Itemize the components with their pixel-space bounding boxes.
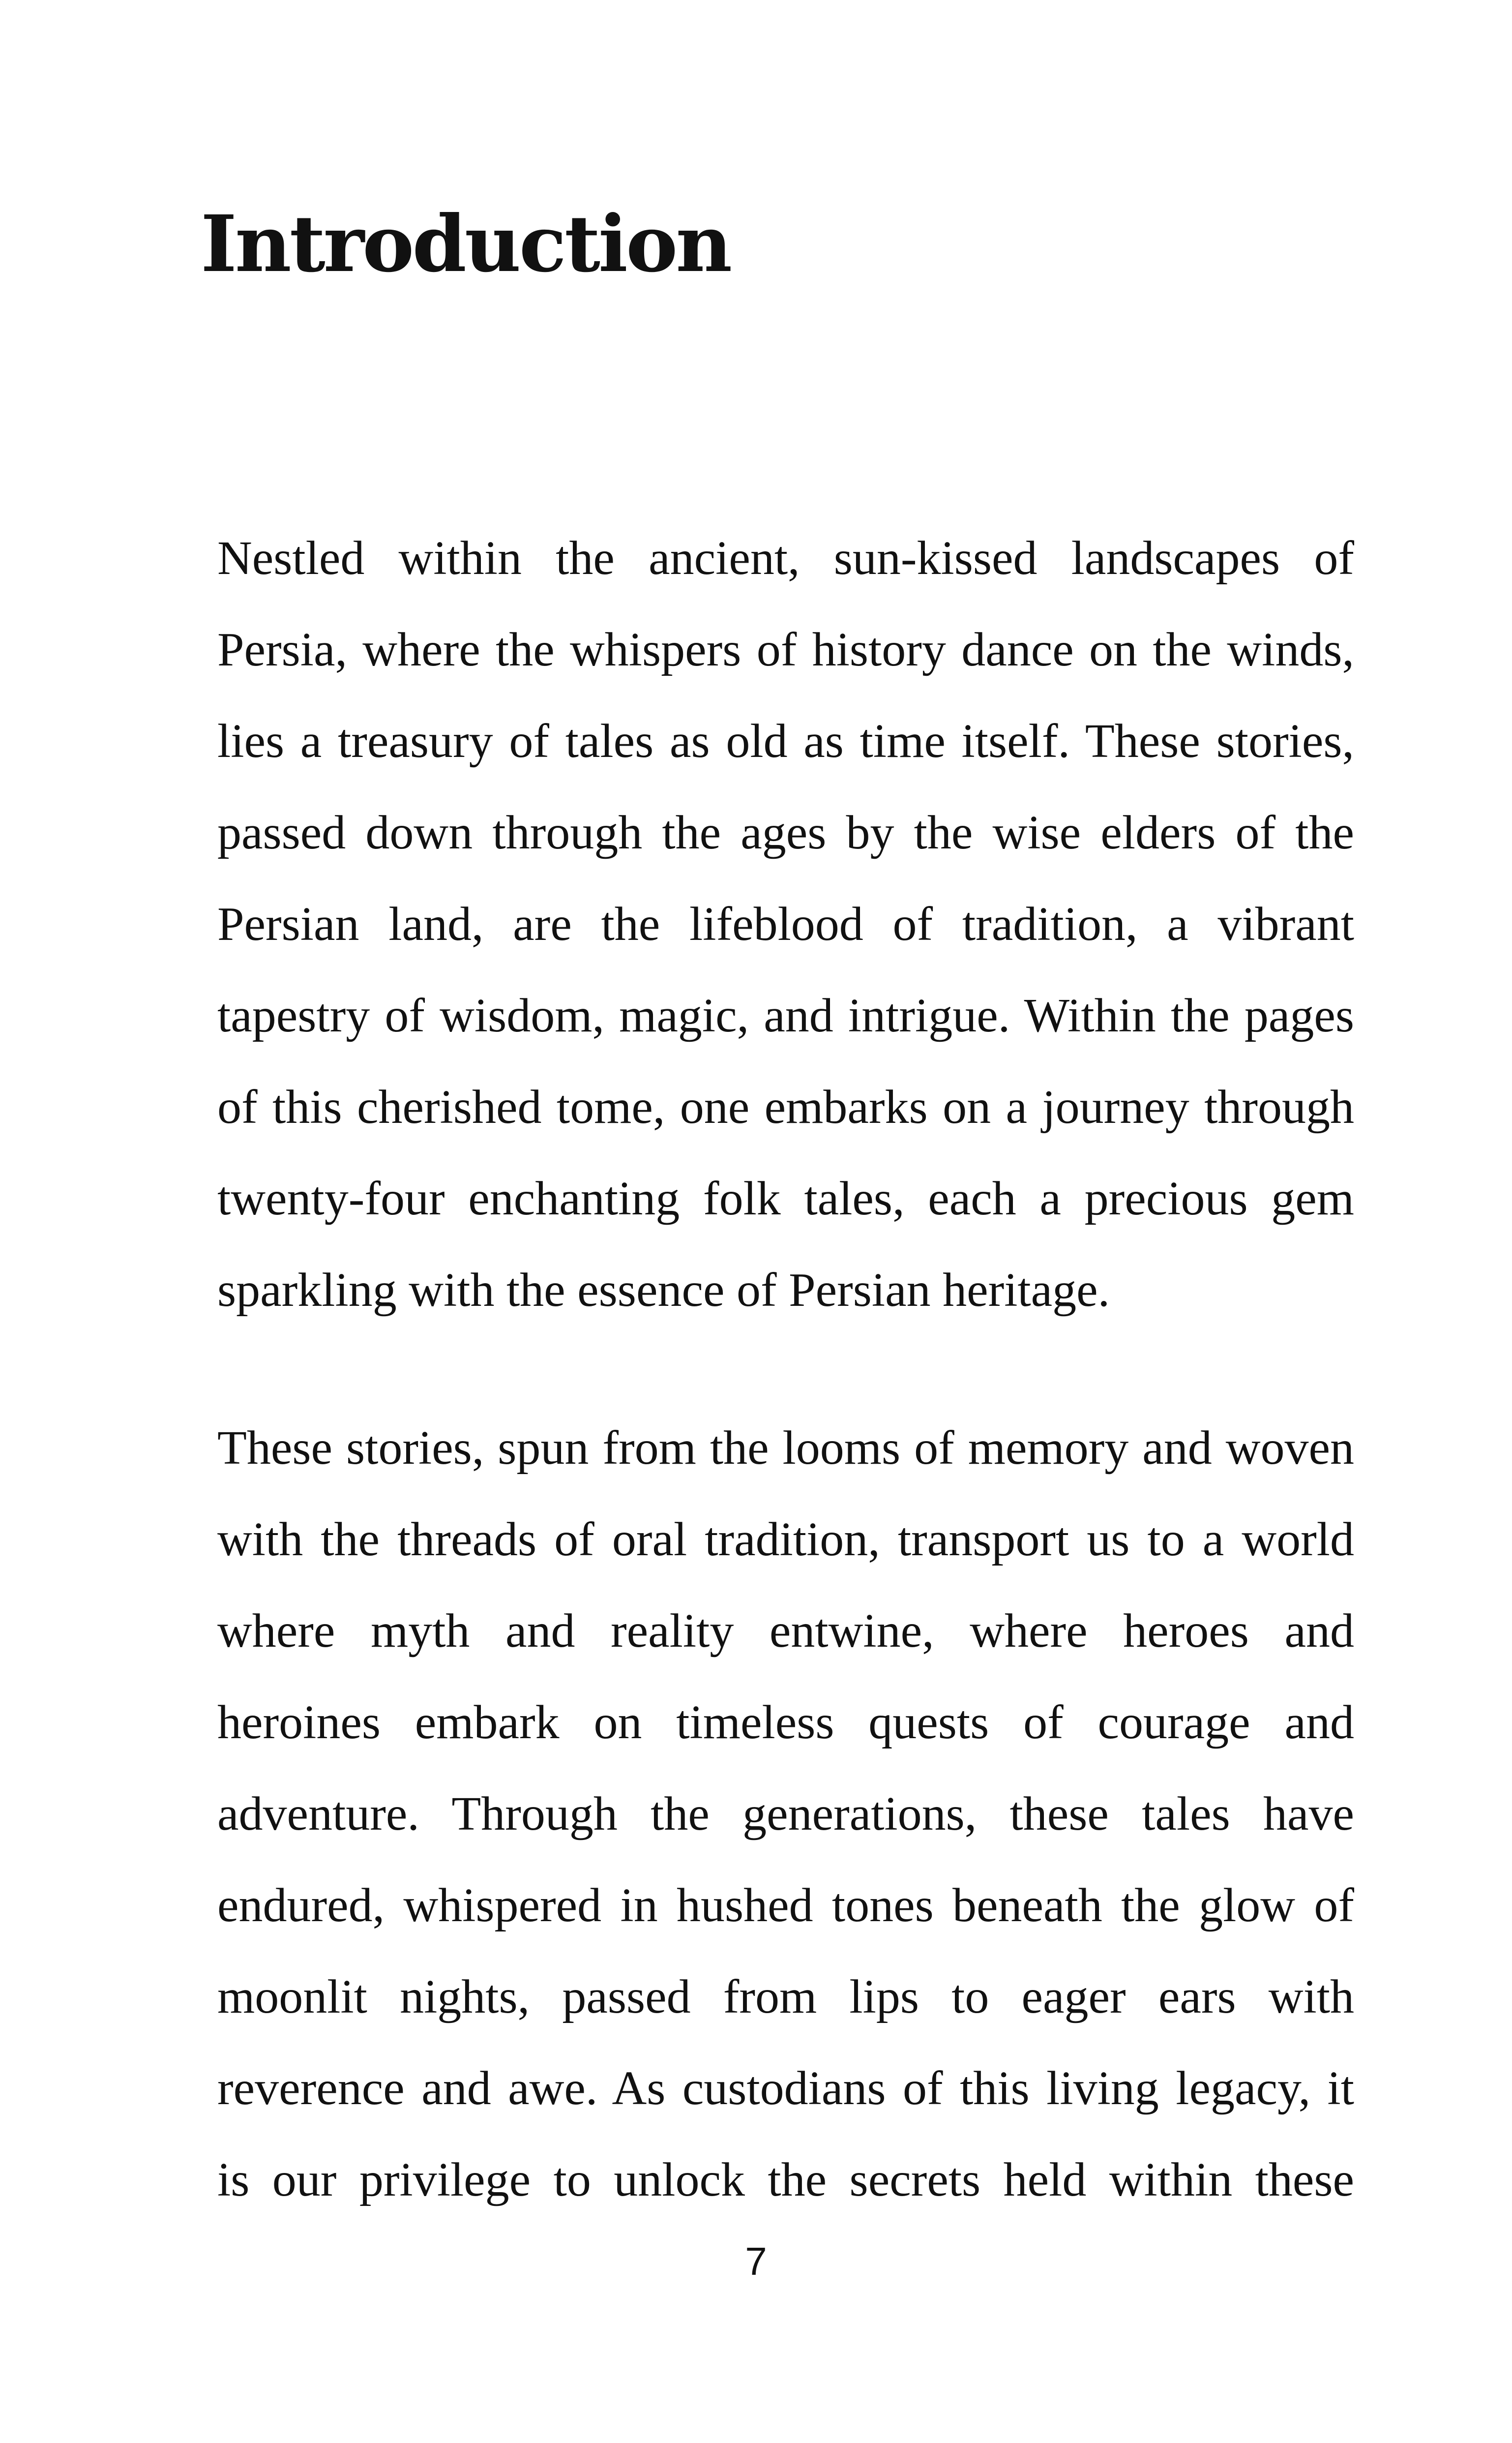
text-line: passed down through the ages by the wise elders of the	[217, 806, 1354, 859]
page-title: Introduction	[201, 199, 731, 290]
text-line: reverence and awe. As custodians of this living legacy, it	[217, 2062, 1354, 2115]
text-line: endured, whispered in hushed tones beneath the glow of	[217, 1879, 1354, 1932]
text-line: twenty-four enchanting folk tales, each a precious gem	[217, 1172, 1354, 1225]
text-line: of this cherished tome, one embarks on a journey through	[217, 1081, 1354, 1134]
text-line: adventure. Through the generations, these tales have	[217, 1787, 1354, 1840]
text-line: Nestled within the ancient, sun-kissed landscapes of	[217, 532, 1354, 585]
paragraph-2	[217, 1402, 1354, 2226]
page-number: 7	[745, 2239, 767, 2283]
text-line: with the threads of oral tradition, transport us to a world	[217, 1513, 1354, 1566]
text-line: moonlit nights, passed from lips to eager ears with	[217, 1970, 1354, 2023]
text-line: heroines embark on timeless quests of courage and	[217, 1696, 1354, 1749]
text-line: Persia, where the whispers of history dance on the winds,	[217, 623, 1354, 676]
text-line: where myth and reality entwine, where heroes and	[217, 1604, 1354, 1658]
text-line: tapestry of wisdom, magic, and intrigue. Within the pages	[217, 989, 1354, 1042]
text-line: Persian land, are the lifeblood of tradition, a vibrant	[217, 898, 1354, 951]
text-line: lies a treasury of tales as old as time itself. These stories,	[217, 715, 1354, 768]
text-line: is our privilege to unlock the secrets held within these	[217, 2153, 1354, 2206]
paragraph-1	[217, 513, 1354, 1336]
text-line: These stories, spun from the looms of memory and woven	[217, 1421, 1354, 1475]
text-line: sparkling with the essence of Persian heritage.	[217, 1264, 1110, 1317]
